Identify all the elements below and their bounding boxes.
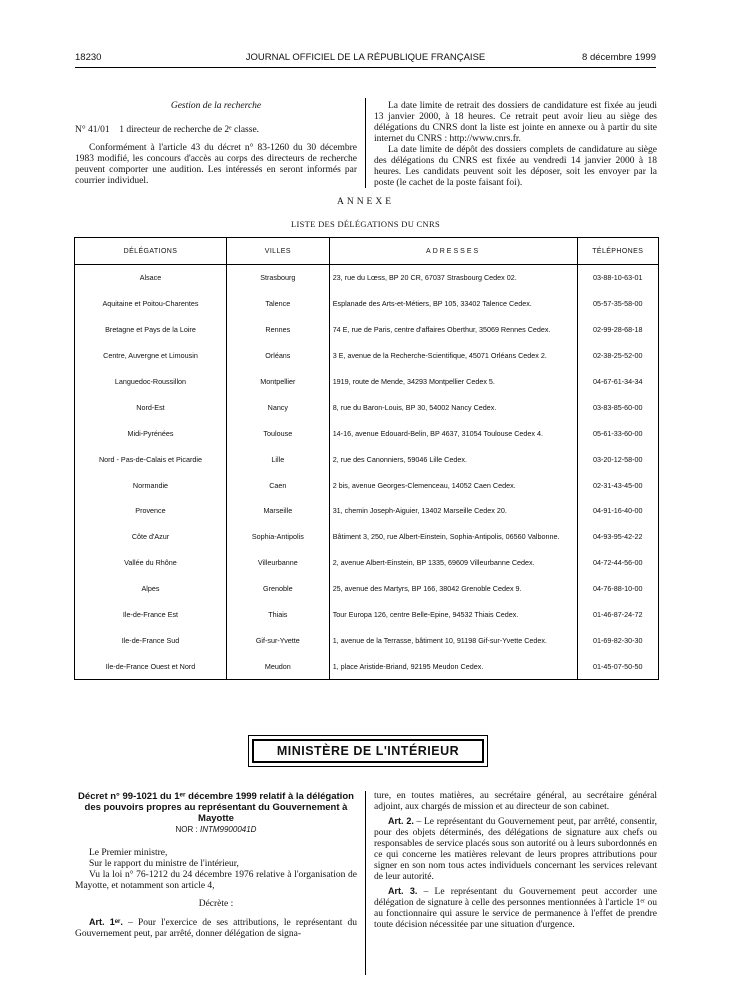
decrete-line: Décrète : [198, 899, 234, 909]
address: 2 bis, avenue Georges-Clemenceau, 14052 Caen Cedex. [329, 472, 577, 498]
address: 2, avenue Albert-Einstein, BP 1335, 69609 Villeurbanne Cedex. [329, 550, 577, 576]
phone-number: 02-31-43-45-00 [577, 472, 659, 498]
decree-preamble-2: Sur le rapport du ministre de l'intérieur, [89, 859, 239, 869]
table-header-row [75, 238, 659, 265]
deadlines-section [374, 101, 657, 189]
column-divider [365, 98, 366, 188]
delegation-name: Ile-de-France Ouest et Nord [75, 653, 227, 679]
delegation-name: Vallée du Rhône [75, 550, 227, 576]
city-name: Toulouse [226, 420, 329, 446]
city-name: Caen [226, 472, 329, 498]
table-row [75, 602, 659, 628]
address: 8, rue du Baron-Louis, BP 30, 54002 Nancy Cedex. [329, 394, 577, 420]
address: Esplanade des Arts-et-Métiers, BP 105, 33402 Talence Cedex. [329, 291, 577, 317]
address: 1919, route de Mende, 34293 Montpellier Cedex 5. [329, 369, 577, 395]
phone-number: 02-99-28-68-18 [577, 317, 659, 343]
ministry-box [248, 735, 488, 767]
table-row [75, 576, 659, 602]
delegation-name: Ile-de-France Est [75, 602, 227, 628]
delegation-name: Ile-de-France Sud [75, 627, 227, 653]
address: 14-16, avenue Edouard-Belin, BP 4637, 31054 Toulouse Cedex 4. [329, 420, 577, 446]
phone-number: 02-38-25-52-00 [577, 343, 659, 369]
city-name: Lille [226, 446, 329, 472]
article-3-label: Art. 3. [388, 886, 418, 896]
article-3 [374, 886, 657, 931]
address: 2, rue des Canonniers, 59046 Lille Cedex. [329, 446, 577, 472]
phone-number: 04-93-95-42-22 [577, 524, 659, 550]
city-name: Rennes [226, 317, 329, 343]
nor-label: NOR : [175, 825, 198, 834]
table-row [75, 420, 659, 446]
phone-number: 05-57-35-58-00 [577, 291, 659, 317]
city-name: Montpellier [226, 369, 329, 395]
address: Tour Europa 126, centre Belle-Epine, 94532 Thiais Cedex. [329, 602, 577, 628]
phone-number: 05-61-33-60-00 [577, 420, 659, 446]
address: 25, avenue des Martyrs, BP 166, 38042 Grenoble Cedex 9. [329, 576, 577, 602]
article-2-label: Art. 2. [388, 816, 414, 826]
delegations-table [74, 237, 659, 680]
article-2-text: – Le représentant du Gouvernement peut, par arrêté, consentir, pour des objets déterminés, des délégations de signature aux chefs ou responsables de service placés sous son autorité ou à leurs subordonnés en ce qui concerne les matières relevant de leurs propres attributions pour signer en son nom tous actes individuels concernant les services relevant de leur autorité. [374, 817, 657, 882]
article-2 [374, 816, 657, 883]
article-1-continued: ture, en toutes matières, au secrétaire général, au secrétaire général adjoint, aux chargés de mission et au directeur de son cabinet. [374, 791, 657, 812]
table-row [75, 265, 659, 291]
address: 3 E, avenue de la Recherche-Scientifique, 45071 Orléans Cedex 2. [329, 343, 577, 369]
phone-number: 01-46-87-24-72 [577, 602, 659, 628]
column-header: DÉLÉGATIONS [75, 238, 227, 265]
article-3-text: – Le représentant du Gouvernement peut accorder une délégation de signature à celle des personnes mentionnées à l'article 1ᵉʳ ou au fonctionnaire qui assure le service de permanence à l'effet de prendre toute décision nécessitée par une situation d'urgence. [374, 887, 657, 930]
city-name: Nancy [226, 394, 329, 420]
decree-title: Décret n° 99-1021 du 1ᵉʳ décembre 1999 relatif à la délégation des pouvoirs propres au représentant du Gouvernement à Mayotte [78, 791, 354, 824]
table-row [75, 524, 659, 550]
city-name: Sophia-Antipolis [226, 524, 329, 550]
table-row [75, 369, 659, 395]
city-name: Talence [226, 291, 329, 317]
column-divider [365, 791, 366, 975]
delegation-name: Alsace [75, 265, 227, 291]
decree-preamble-3: Vu la loi n° 76-1212 du 24 décembre 1976 relative à l'organisation de Mayotte, et notamment son article 4, [75, 870, 357, 891]
gestion-section [75, 101, 357, 187]
table-row [75, 394, 659, 420]
delegation-name: Normandie [75, 472, 227, 498]
city-name: Gif-sur-Yvette [226, 627, 329, 653]
phone-number: 01-45-07-50-50 [577, 653, 659, 679]
annexe-subtitle: LISTE DES DÉLÉGATIONS DU CNRS [291, 219, 440, 229]
deadline-withdrawal: La date limite de retrait des dossiers de candidature est fixée au jeudi 13 janvier 2000, à 18 heures. Ce retrait peut avoir lieu au siège des délégations du CNRS dont la liste est jointe en annexe ou à partir du site internet du CNRS : http://www.cnrs.fr. [374, 101, 657, 144]
table-row [75, 343, 659, 369]
table-row [75, 550, 659, 576]
delegation-name: Nord-Est [75, 394, 227, 420]
address: 1, place Aristide-Briand, 92195 Meudon Cedex. [329, 653, 577, 679]
issue-date: 8 décembre 1999 [582, 52, 656, 63]
column-header: ADRESSES [329, 238, 577, 265]
decree-preamble-1: Le Premier ministre, [89, 848, 168, 858]
address: 74 E, rue de Paris, centre d'affaires Oberthur, 35069 Rennes Cedex. [329, 317, 577, 343]
phone-number: 04-67-61-34-34 [577, 369, 659, 395]
journal-title: JOURNAL OFFICIEL DE LA RÉPUBLIQUE FRANÇAISE [245, 52, 486, 63]
city-name: Villeurbanne [226, 550, 329, 576]
city-name: Marseille [226, 498, 329, 524]
table-row [75, 653, 659, 679]
city-name: Orléans [226, 343, 329, 369]
table-row [75, 498, 659, 524]
decree-right-column [374, 791, 657, 931]
delegation-name: Provence [75, 498, 227, 524]
city-name: Grenoble [226, 576, 329, 602]
table-row [75, 627, 659, 653]
phone-number: 01-69-82-30-30 [577, 627, 659, 653]
post-line [75, 125, 357, 136]
post-description: 1 directeur de recherche de 2ᵉ classe. [119, 125, 260, 135]
address: Bâtiment 3, 250, rue Albert-Einstein, Sophia-Antipolis, 06560 Valbonne. [329, 524, 577, 550]
post-number: N° 41/01 [75, 125, 110, 135]
table-row [75, 472, 659, 498]
column-header: TÉLÉPHONES [577, 238, 659, 265]
phone-number: 03-20-12-58-00 [577, 446, 659, 472]
table-body [75, 265, 659, 680]
delegation-name: Aquitaine et Poitou-Charentes [75, 291, 227, 317]
phone-number: 03-88-10-63-01 [577, 265, 659, 291]
delegation-name: Languedoc-Roussillon [75, 369, 227, 395]
annexe-title: ANNEXE [336, 197, 395, 207]
delegation-name: Côte d'Azur [75, 524, 227, 550]
delegation-name: Midi-Pyrénées [75, 420, 227, 446]
address: 23, rue du Lœss, BP 20 CR, 67037 Strasbourg Cedex 02. [329, 265, 577, 291]
delegation-name: Nord - Pas-de-Calais et Picardie [75, 446, 227, 472]
delegation-name: Centre, Auvergne et Limousin [75, 343, 227, 369]
article-1-text: – Pour l'exercice de ses attributions, le représentant du Gouvernement peut, par arrêté, donner délégation de signa- [75, 918, 357, 939]
city-name: Strasbourg [226, 265, 329, 291]
table-row [75, 291, 659, 317]
delegation-name: Alpes [75, 576, 227, 602]
nor-code: INTM9900041D [199, 825, 257, 834]
deadline-submission: La date limite de dépôt des dossiers complets de candidature au siège des délégations du CNRS est fixée au vendredi 14 janvier 2000 à 18 heures. Les candidats peuvent soit les déposer, soit les envoyer par la poste (le cachet de la poste faisant foi). [374, 145, 657, 188]
city-name: Meudon [226, 653, 329, 679]
gestion-paragraph: Conformément à l'article 43 du décret n° 83-1260 du 30 décembre 1983 modifié, les concours d'accès au corps des directeurs de recherche peuvent comporter une audition. Les intéressés en seront informés par courrier individuel. [75, 143, 357, 186]
address: 31, chemin Joseph-Aiguier, 13402 Marseille Cedex 20. [329, 498, 577, 524]
column-header: VILLES [226, 238, 329, 265]
phone-number: 03-83-85-60-00 [577, 394, 659, 420]
city-name: Thiais [226, 602, 329, 628]
article-1 [75, 917, 357, 940]
table-row [75, 446, 659, 472]
nor-line [75, 824, 357, 835]
delegation-name: Bretagne et Pays de la Loire [75, 317, 227, 343]
phone-number: 04-91-16-40-00 [577, 498, 659, 524]
ministry-title: MINISTÈRE DE L'INTÉRIEUR [252, 739, 484, 763]
article-1-label: Art. 1ᵉʳ. [89, 917, 123, 927]
table-row [75, 317, 659, 343]
header-rule [75, 67, 656, 68]
decree-left-column [75, 791, 357, 940]
phone-number: 04-72-44-56-00 [577, 550, 659, 576]
page-header [75, 52, 656, 66]
phone-number: 04-76-88-10-00 [577, 576, 659, 602]
address: 1, avenue de la Terrasse, bâtiment 10, 91198 Gif-sur-Yvette Cedex. [329, 627, 577, 653]
gestion-heading: Gestion de la recherche [170, 101, 262, 111]
page-number: 18230 [75, 52, 102, 63]
